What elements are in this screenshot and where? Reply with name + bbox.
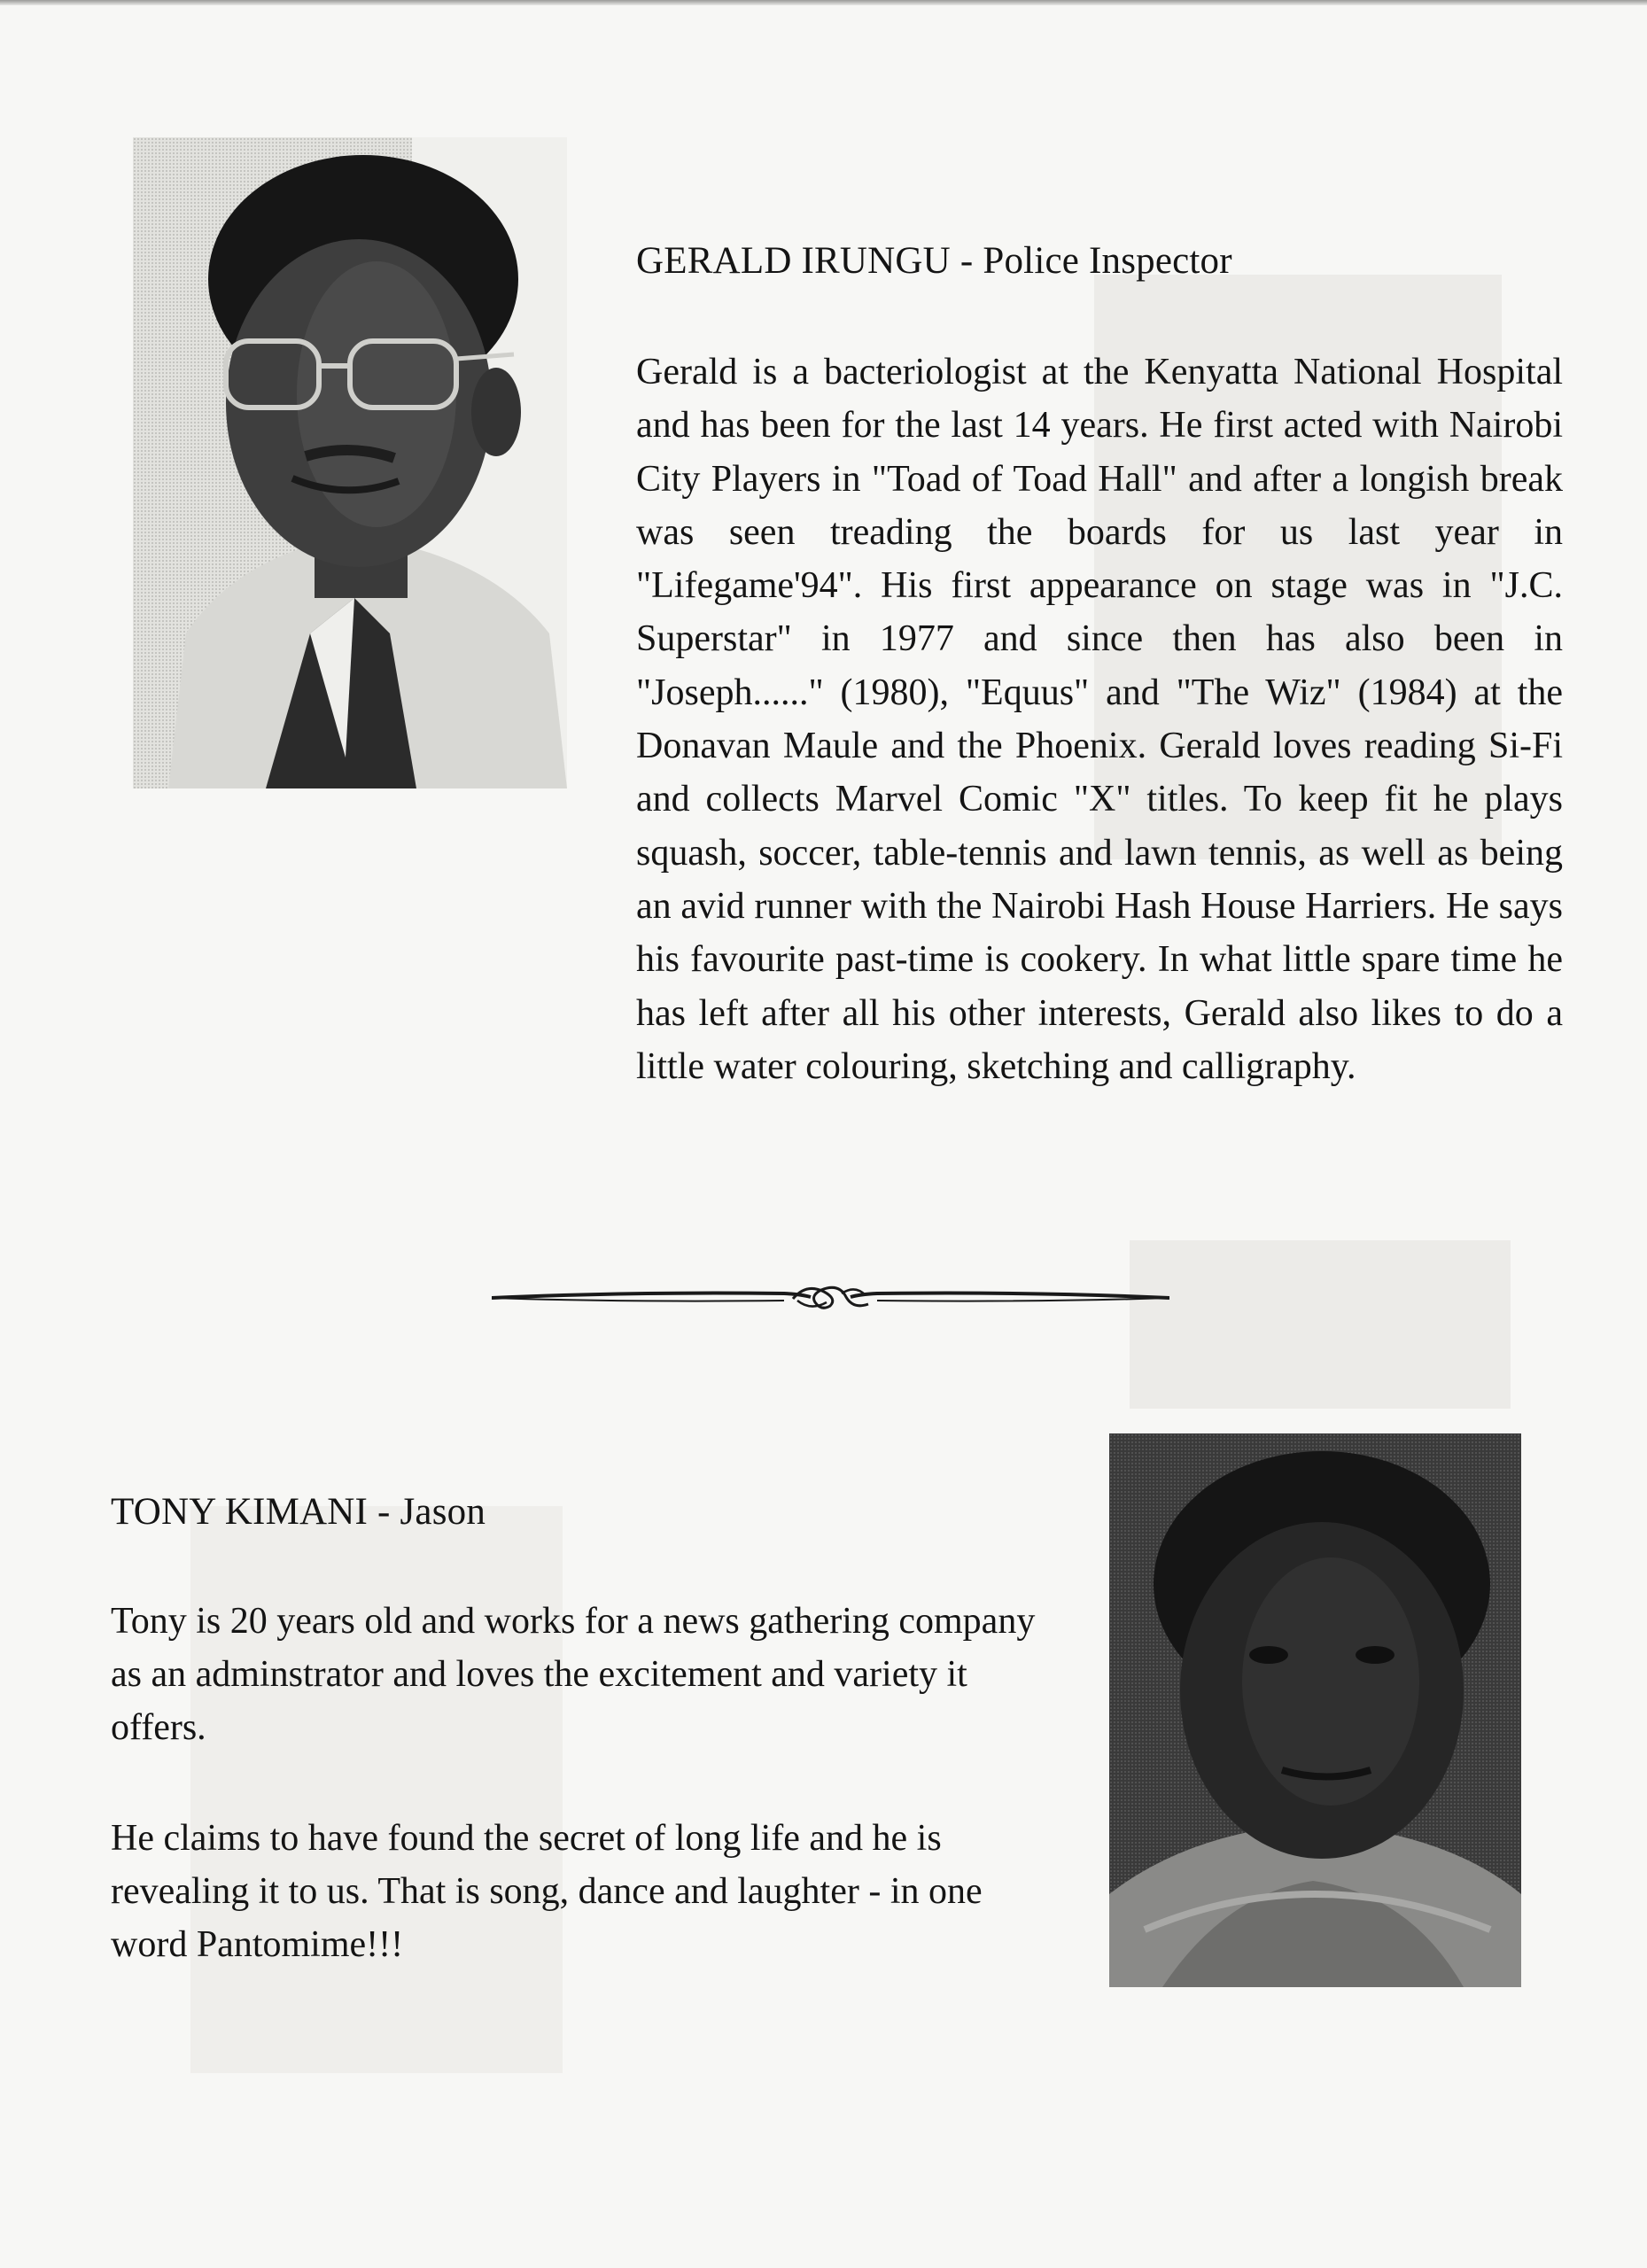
page-top-edge bbox=[0, 0, 1647, 5]
gerald-irungu-bio: Gerald is a bacteriologist at the Kenyatta National Hospital and has been for the last 14 years. He first acted with Nairobi City Players in "Toad of Toad Hall" and after a longish break was seen treading the boards for us last year in "Lifegame'94". His first appearance on stage was in "J.C. Superstar" in 1977 and since then has also been in "Joseph......" (1980), "Equus" and "The Wiz" (1984) at the Donavan Maule and the Phoenix. Gerald loves reading Si-Fi and collects Marvel Comic "X" titles. To keep fit he plays squash, soccer, table-tennis and lawn tennis, as well as being an avid runner with the Nairobi Hash House Harriers. He says his favourite past-time is cookery. In what little spare time he has left after all his other interests, Gerald also likes to do a little water colouring, sketching and calligraphy. bbox=[636, 352, 1563, 1087]
portrait-illustration bbox=[1109, 1433, 1521, 1987]
tony-kimani-role: Jason bbox=[400, 1491, 486, 1533]
bleed-through-photo-area bbox=[190, 1506, 563, 2073]
heading-separator: - bbox=[368, 1491, 400, 1533]
portrait-illustration bbox=[133, 137, 567, 788]
tony-kimani-bio-paragraph: He claims to have found the secret of long life and he is revealing it to us. That is song, dance and laughter - in one word Pantomime!!! bbox=[111, 1818, 983, 1965]
gerald-irungu-heading bbox=[636, 239, 1232, 283]
tony-kimani-photo bbox=[1109, 1433, 1521, 1987]
gerald-irungu-role: Police Inspector bbox=[983, 240, 1232, 282]
tony-kimani-heading bbox=[111, 1490, 486, 1534]
gerald-irungu-name: GERALD IRUNGU bbox=[636, 240, 951, 282]
gerald-irungu-photo bbox=[133, 137, 567, 788]
heading-separator: - bbox=[950, 240, 983, 282]
tony-kimani-bio-paragraph: Tony is 20 years old and works for a news gathering company as an adminstrator and loves the excitement and variety it offers. bbox=[111, 1601, 1036, 1748]
ornamental-divider bbox=[492, 1276, 1169, 1320]
tony-kimani-name: TONY KIMANI bbox=[111, 1491, 369, 1533]
bleed-through-photo-area bbox=[1130, 1240, 1511, 1409]
